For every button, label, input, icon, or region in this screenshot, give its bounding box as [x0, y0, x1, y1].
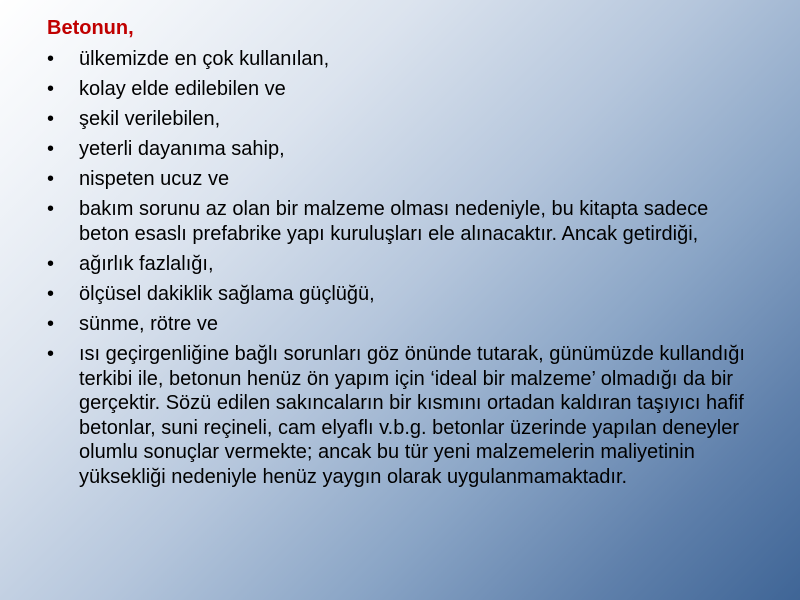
bullet-text: sünme, rötre ve: [79, 313, 218, 335]
bullet-item: [47, 197, 747, 246]
bullet-list: [47, 47, 747, 489]
bullet-item: [47, 252, 747, 276]
bullet-icon: •: [47, 108, 55, 130]
bullet-item: [47, 282, 747, 306]
bullet-icon: •: [47, 138, 55, 160]
bullet-item: [47, 167, 747, 191]
bullet-icon: •: [47, 253, 55, 275]
bullet-item: [47, 137, 747, 161]
bullet-text: ağırlık fazlalığı,: [79, 253, 214, 275]
bullet-item: [47, 107, 747, 131]
bullet-item: [47, 342, 747, 489]
bullet-item: [47, 312, 747, 336]
bullet-text: yeterli dayanıma sahip,: [79, 138, 285, 160]
bullet-icon: •: [47, 48, 55, 70]
bullet-text: şekil verilebilen,: [79, 108, 221, 130]
bullet-icon: •: [47, 168, 55, 190]
bullet-item: [47, 47, 747, 71]
bullet-text: ülkemizde en çok kullanılan,: [79, 48, 330, 70]
bullet-text: ölçüsel dakiklik sağlama güçlüğü,: [79, 283, 375, 305]
bullet-text: bakım sorunu az olan bir malzeme olması nedeniyle, bu kitapta sadece beton esaslı prefabrike yapı kuruluşları ele alınacaktır. Ancak getirdiği,: [79, 198, 709, 245]
bullet-icon: •: [47, 313, 55, 335]
bullet-text: kolay elde edilebilen ve: [79, 78, 286, 100]
slide-content: [47, 16, 747, 495]
bullet-item: [47, 77, 747, 101]
bullet-icon: •: [47, 283, 55, 305]
slide-title: Betonun,: [47, 17, 134, 39]
bullet-icon: •: [47, 78, 55, 100]
bullet-icon: •: [47, 343, 55, 365]
bullet-text: ısı geçirgenliğine bağlı sorunları göz önünde tutarak, günümüzde kullandığı terkibi ile, betonun henüz ön yapım için ‘ideal bir malzeme’ olmadığı da bir gerçektir. Sözü edilen sakıncaların bir kısmını ortadan kaldıran taşıyıcı hafif betonlar, suni reçineli, cam elyaflı v.b.g. betonlar üzerinde yapılan deneyler olumlu sonuçlar vermekte; ancak bu tür yeni malzemelerin maliyetinin yüksekliği nedeniyle henüz yaygın olarak uygulanmamaktadır.: [79, 343, 745, 488]
bullet-text: nispeten ucuz ve: [79, 168, 230, 190]
bullet-icon: •: [47, 198, 55, 220]
